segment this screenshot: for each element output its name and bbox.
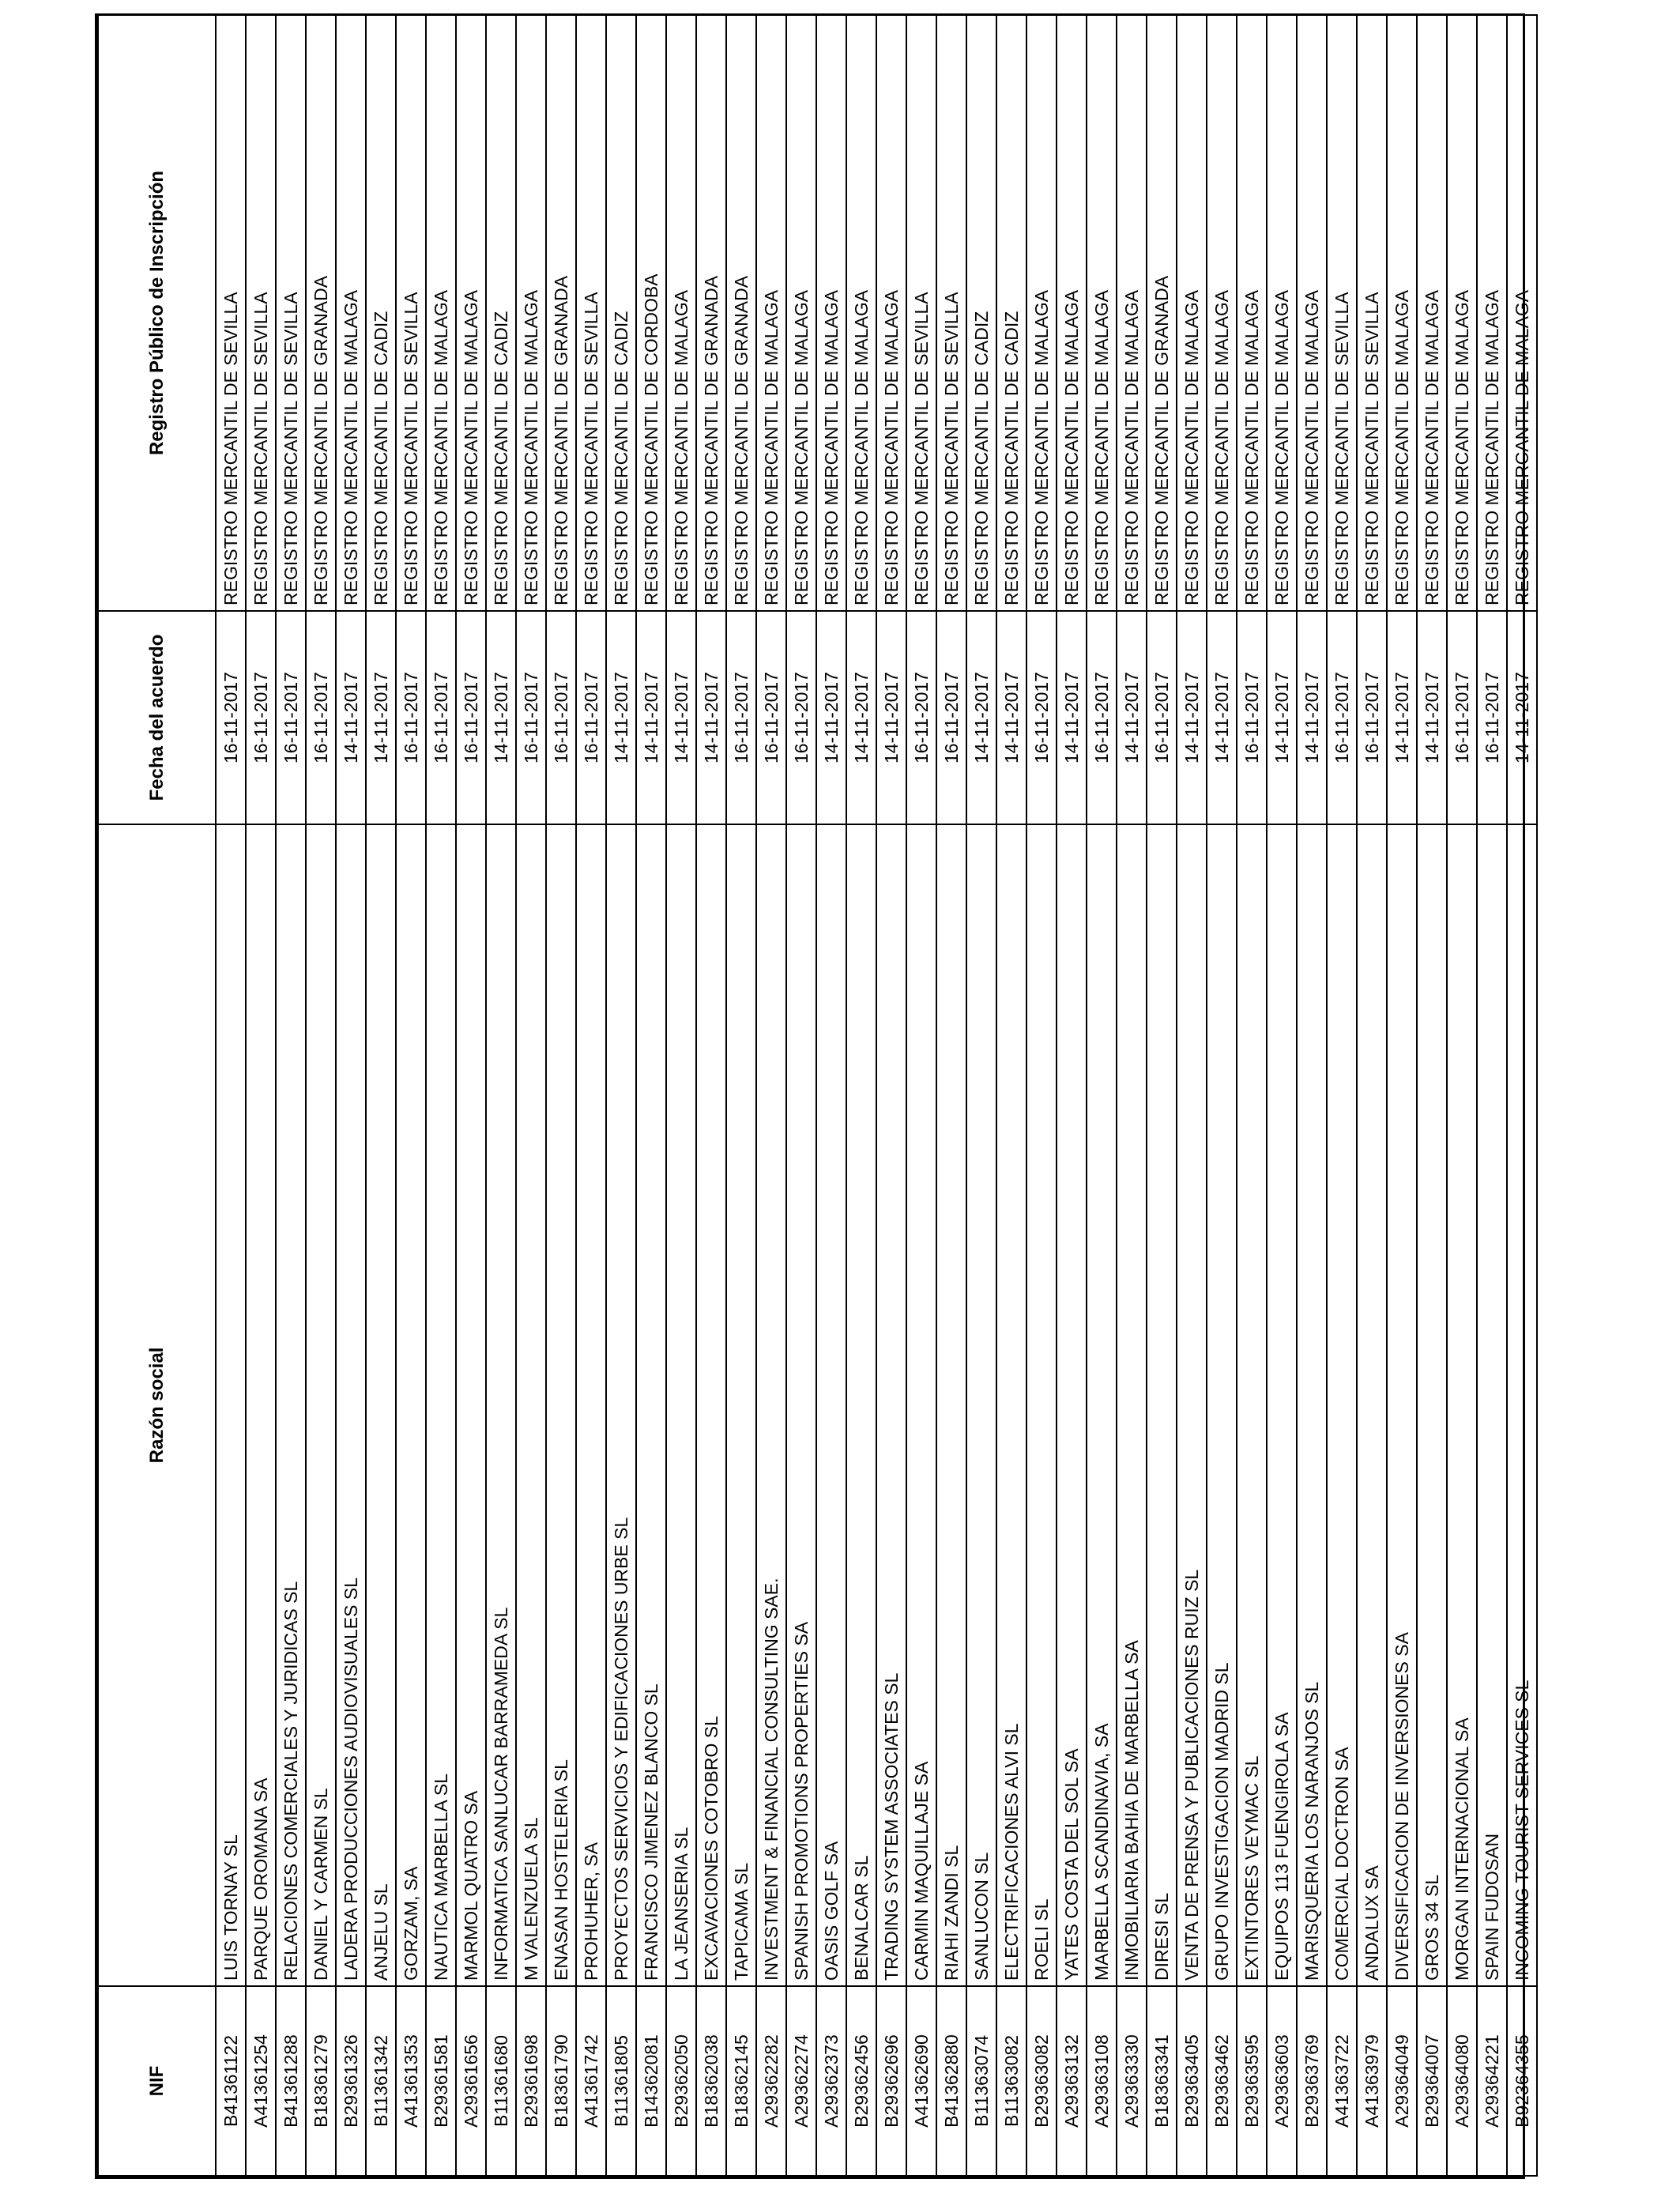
table-row: [1387, 15, 1417, 2176]
cell-razon-social: ANJELU SL: [366, 824, 396, 1986]
cell-fecha: 16-11-2017: [246, 611, 276, 824]
table-row: [1327, 15, 1357, 2176]
table-row: [1267, 15, 1297, 2176]
cell-fecha: 14-11-2017: [1297, 611, 1327, 824]
cell-nif: A41363722: [1327, 1986, 1357, 2176]
cell-razon-social: LADERA PRODUCCIONES AUDIOVISUALES SL: [336, 824, 366, 1986]
cell-registro: REGISTRO MERCANTIL DE GRANADA: [306, 15, 336, 611]
cell-razon-social: INCOMING TOURIST SERVICES SL: [1507, 824, 1537, 1986]
cell-razon-social: SANLUCON SL: [966, 824, 996, 1986]
cell-registro: REGISTRO MERCANTIL DE MALAGA: [786, 15, 816, 611]
cell-nif: A29364049: [1387, 1986, 1417, 2176]
cell-fecha: 16-11-2017: [546, 611, 576, 824]
cell-razon-social: SPANISH PROMOTIONS PROPERTIES SA: [786, 824, 816, 1986]
cell-nif: B41361288: [276, 1986, 306, 2176]
cell-registro: REGISTRO MERCANTIL DE MALAGA: [1417, 15, 1447, 611]
cell-registro: REGISTRO MERCANTIL DE MALAGA: [1117, 15, 1147, 611]
cell-nif: B29361698: [516, 1986, 546, 2176]
cell-fecha: 14-11-2017: [606, 611, 636, 824]
cell-razon-social: GORZAM, SA: [396, 824, 426, 1986]
cell-registro: REGISTRO MERCANTIL DE CADIZ: [486, 15, 516, 611]
cell-razon-social: FRANCISCO JIMENEZ BLANCO SL: [636, 824, 666, 1986]
cell-registro: REGISTRO MERCANTIL DE MALAGA: [1207, 15, 1237, 611]
table-row: [456, 15, 486, 2176]
cell-fecha: 16-11-2017: [426, 611, 456, 824]
cell-fecha: 16-11-2017: [1026, 611, 1057, 824]
cell-nif: B29364007: [1417, 1986, 1447, 2176]
cell-registro: REGISTRO MERCANTIL DE MALAGA: [1477, 15, 1507, 611]
cell-fecha: 14-11-2017: [1507, 611, 1537, 824]
cell-nif: A29363132: [1057, 1986, 1087, 2176]
cell-registro: REGISTRO MERCANTIL DE MALAGA: [756, 15, 786, 611]
cell-nif: B92364355: [1507, 1986, 1537, 2176]
cell-registro: REGISTRO MERCANTIL DE MALAGA: [516, 15, 546, 611]
cell-nif: B11361805: [606, 1986, 636, 2176]
cell-nif: B41361122: [216, 1986, 246, 2176]
table-body: [216, 15, 1537, 2176]
table-row: [1297, 15, 1327, 2176]
cell-nif: B18361279: [306, 1986, 336, 2176]
cell-razon-social: ENASAN HOSTELERIA SL: [546, 824, 576, 1986]
cell-fecha: 14-11-2017: [366, 611, 396, 824]
cell-razon-social: INFORMATICA SANLUCAR BARRAMEDA SL: [486, 824, 516, 1986]
cell-razon-social: RIAHI ZANDI SL: [936, 824, 966, 1986]
table-row: [846, 15, 876, 2176]
cell-nif: A29362274: [786, 1986, 816, 2176]
cell-fecha: 16-11-2017: [276, 611, 306, 824]
cell-nif: A41361254: [246, 1986, 276, 2176]
cell-registro: REGISTRO MERCANTIL DE SEVILLA: [216, 15, 246, 611]
cell-nif: A29362282: [756, 1986, 786, 2176]
cell-fecha: 16-11-2017: [726, 611, 756, 824]
cell-razon-social: MARBELLA SCANDINAVIA, SA: [1087, 824, 1117, 1986]
cell-razon-social: RELACIONES COMERCIALES Y JURIDICAS SL: [276, 824, 306, 1986]
table-row: [966, 15, 996, 2176]
cell-registro: REGISTRO MERCANTIL DE MALAGA: [876, 15, 906, 611]
cell-fecha: 16-11-2017: [576, 611, 606, 824]
cell-razon-social: ANDALUX SA: [1357, 824, 1387, 1986]
table-row: [1147, 15, 1177, 2176]
cell-razon-social: SPAIN FUDOSAN: [1477, 824, 1507, 1986]
cell-nif: A29364221: [1477, 1986, 1507, 2176]
cell-fecha: 16-11-2017: [1087, 611, 1117, 824]
cell-registro: REGISTRO MERCANTIL DE CADIZ: [366, 15, 396, 611]
cell-fecha: 16-11-2017: [1147, 611, 1177, 824]
table-row: [546, 15, 576, 2176]
cell-nif: B11363082: [996, 1986, 1026, 2176]
cell-registro: REGISTRO MERCANTIL DE MALAGA: [1507, 15, 1537, 611]
cell-razon-social: ELECTRIFICACIONES ALVI SL: [996, 824, 1026, 1986]
cell-registro: REGISTRO MERCANTIL DE MALAGA: [1267, 15, 1297, 611]
registry-table: [97, 14, 1538, 2177]
cell-razon-social: MORGAN INTERNACIONAL SA: [1447, 824, 1477, 1986]
cell-registro: REGISTRO MERCANTIL DE SEVILLA: [396, 15, 426, 611]
cell-nif: B29363405: [1177, 1986, 1207, 2176]
cell-fecha: 16-11-2017: [306, 611, 336, 824]
cell-registro: REGISTRO MERCANTIL DE MALAGA: [1087, 15, 1117, 611]
cell-registro: REGISTRO MERCANTIL DE SEVILLA: [936, 15, 966, 611]
table-row: [216, 15, 246, 2176]
table-row: [936, 15, 966, 2176]
cell-nif: B29361581: [426, 1986, 456, 2176]
cell-registro: REGISTRO MERCANTIL DE MALAGA: [1026, 15, 1057, 611]
cell-razon-social: PROHUHER, SA: [576, 824, 606, 1986]
cell-registro: REGISTRO MERCANTIL DE MALAGA: [1057, 15, 1087, 611]
cell-fecha: 16-11-2017: [456, 611, 486, 824]
cell-fecha: 14-11-2017: [1057, 611, 1087, 824]
cell-nif: A29363603: [1267, 1986, 1297, 2176]
table-row: [366, 15, 396, 2176]
cell-registro: REGISTRO MERCANTIL DE SEVILLA: [576, 15, 606, 611]
document-page: [95, 13, 1532, 2179]
cell-nif: B18362145: [726, 1986, 756, 2176]
table-row: [726, 15, 756, 2176]
cell-nif: A29362373: [816, 1986, 846, 2176]
cell-nif: B11361680: [486, 1986, 516, 2176]
table-row: [1357, 15, 1387, 2176]
cell-razon-social: GRUPO INVESTIGACION MADRID SL: [1207, 824, 1237, 1986]
cell-registro: REGISTRO MERCANTIL DE MALAGA: [456, 15, 486, 611]
cell-registro: REGISTRO MERCANTIL DE MALAGA: [666, 15, 696, 611]
cell-fecha: 14-11-2017: [666, 611, 696, 824]
header-fecha-acuerdo: Fecha del acuerdo: [98, 611, 216, 824]
cell-nif: B18363341: [1147, 1986, 1177, 2176]
cell-fecha: 16-11-2017: [1357, 611, 1387, 824]
cell-razon-social: EXCAVACIONES COTOBRO SL: [696, 824, 726, 1986]
cell-razon-social: INVESTMENT & FINANCIAL CONSULTING SAE.: [756, 824, 786, 1986]
cell-razon-social: M VALENZUELA SL: [516, 824, 546, 1986]
cell-razon-social: CARMIN MAQUILLAJE SA: [906, 824, 936, 1986]
table-row: [876, 15, 906, 2176]
table-row: [306, 15, 336, 2176]
cell-nif: B29363595: [1237, 1986, 1267, 2176]
cell-fecha: 16-11-2017: [906, 611, 936, 824]
cell-registro: REGISTRO MERCANTIL DE MALAGA: [336, 15, 366, 611]
header-razon-social: Razón social: [98, 824, 216, 1986]
cell-registro: REGISTRO MERCANTIL DE MALAGA: [846, 15, 876, 611]
cell-nif: A41361353: [396, 1986, 426, 2176]
cell-fecha: 14-11-2017: [336, 611, 366, 824]
cell-nif: A41362690: [906, 1986, 936, 2176]
cell-fecha: 14-11-2017: [1177, 611, 1207, 824]
table-row: [1507, 15, 1537, 2176]
cell-razon-social: DANIEL Y CARMEN SL: [306, 824, 336, 1986]
cell-razon-social: BENALCAR SL: [846, 824, 876, 1986]
cell-fecha: 14-11-2017: [846, 611, 876, 824]
header-registro: Registro Público de Inscripción: [98, 15, 216, 611]
cell-nif: A29361656: [456, 1986, 486, 2176]
cell-fecha: 14-11-2017: [486, 611, 516, 824]
cell-razon-social: LA JEANSERIA SL: [666, 824, 696, 1986]
cell-razon-social: PROYECTOS SERVICIOS Y EDIFICACIONES URBE SL: [606, 824, 636, 1986]
cell-razon-social: LUIS TORNAY SL: [216, 824, 246, 1986]
header-nif: NIF: [98, 1986, 216, 2176]
cell-nif: B18362038: [696, 1986, 726, 2176]
cell-registro: REGISTRO MERCANTIL DE CADIZ: [966, 15, 996, 611]
cell-registro: REGISTRO MERCANTIL DE GRANADA: [546, 15, 576, 611]
cell-registro: REGISTRO MERCANTIL DE GRANADA: [696, 15, 726, 611]
cell-fecha: 16-11-2017: [1477, 611, 1507, 824]
table-row: [486, 15, 516, 2176]
cell-fecha: 14-11-2017: [876, 611, 906, 824]
table-header-row: [98, 15, 216, 2176]
cell-fecha: 16-11-2017: [396, 611, 426, 824]
table-row: [1177, 15, 1207, 2176]
table-row: [576, 15, 606, 2176]
cell-registro: REGISTRO MERCANTIL DE MALAGA: [816, 15, 846, 611]
cell-registro: REGISTRO MERCANTIL DE SEVILLA: [276, 15, 306, 611]
cell-registro: REGISTRO MERCANTIL DE MALAGA: [426, 15, 456, 611]
cell-nif: A29364080: [1447, 1986, 1477, 2176]
cell-nif: B29361326: [336, 1986, 366, 2176]
cell-fecha: 16-11-2017: [1237, 611, 1267, 824]
cell-razon-social: OASIS GOLF SA: [816, 824, 846, 1986]
cell-razon-social: DIRESI SL: [1147, 824, 1177, 1986]
cell-registro: REGISTRO MERCANTIL DE SEVILLA: [246, 15, 276, 611]
cell-nif: A29363108: [1087, 1986, 1117, 2176]
table-row: [246, 15, 276, 2176]
cell-razon-social: TRADING SYSTEM ASSOCIATES SL: [876, 824, 906, 1986]
cell-fecha: 16-11-2017: [1447, 611, 1477, 824]
cell-razon-social: DIVERSIFICACION DE INVERSIONES SA: [1387, 824, 1417, 1986]
cell-registro: REGISTRO MERCANTIL DE CORDOBA: [636, 15, 666, 611]
table-row: [606, 15, 636, 2176]
cell-fecha: 14-11-2017: [1117, 611, 1147, 824]
cell-registro: REGISTRO MERCANTIL DE CADIZ: [996, 15, 1026, 611]
table-row: [1026, 15, 1057, 2176]
cell-nif: A29363330: [1117, 1986, 1147, 2176]
cell-fecha: 14-11-2017: [816, 611, 846, 824]
table-row: [696, 15, 726, 2176]
table-row: [756, 15, 786, 2176]
cell-nif: A41361742: [576, 1986, 606, 2176]
cell-razon-social: NAUTICA MARBELLA SL: [426, 824, 456, 1986]
table-row: [1417, 15, 1447, 2176]
cell-fecha: 16-11-2017: [516, 611, 546, 824]
cell-fecha: 14-11-2017: [1267, 611, 1297, 824]
cell-nif: B29363462: [1207, 1986, 1237, 2176]
cell-fecha: 14-11-2017: [966, 611, 996, 824]
cell-nif: B18361790: [546, 1986, 576, 2176]
cell-fecha: 14-11-2017: [1207, 611, 1237, 824]
cell-razon-social: COMERCIAL DOCTRON SA: [1327, 824, 1357, 1986]
cell-registro: REGISTRO MERCANTIL DE MALAGA: [1177, 15, 1207, 611]
cell-nif: B11363074: [966, 1986, 996, 2176]
cell-registro: REGISTRO MERCANTIL DE MALAGA: [1387, 15, 1417, 611]
cell-registro: REGISTRO MERCANTIL DE SEVILLA: [1327, 15, 1357, 611]
table-row: [996, 15, 1026, 2176]
cell-registro: REGISTRO MERCANTIL DE GRANADA: [726, 15, 756, 611]
table-row: [276, 15, 306, 2176]
cell-registro: REGISTRO MERCANTIL DE MALAGA: [1297, 15, 1327, 611]
cell-razon-social: EQUIPOS 113 FUENGIROLA SA: [1267, 824, 1297, 1986]
cell-razon-social: YATES COSTA DEL SOL SA: [1057, 824, 1087, 1986]
cell-fecha: 14-11-2017: [696, 611, 726, 824]
table-row: [1447, 15, 1477, 2176]
cell-fecha: 14-11-2017: [1387, 611, 1417, 824]
cell-razon-social: MARISQUERIA LOS NARANJOS SL: [1297, 824, 1327, 1986]
table-row: [396, 15, 426, 2176]
table-row: [786, 15, 816, 2176]
cell-razon-social: MARMOL QUATRO SA: [456, 824, 486, 1986]
table-row: [1237, 15, 1267, 2176]
rotated-table-container: [97, 16, 1532, 2177]
table-row: [1477, 15, 1507, 2176]
cell-razon-social: GROS 34 SL: [1417, 824, 1447, 1986]
cell-fecha: 16-11-2017: [936, 611, 966, 824]
cell-registro: REGISTRO MERCANTIL DE CADIZ: [606, 15, 636, 611]
cell-fecha: 14-11-2017: [1417, 611, 1447, 824]
cell-nif: B41362880: [936, 1986, 966, 2176]
cell-nif: B29362456: [846, 1986, 876, 2176]
cell-razon-social: EXTINTORES VEYMAC SL: [1237, 824, 1267, 1986]
table-row: [906, 15, 936, 2176]
cell-nif: B14362081: [636, 1986, 666, 2176]
cell-razon-social: TAPICAMA SL: [726, 824, 756, 1986]
cell-fecha: 14-11-2017: [996, 611, 1026, 824]
cell-nif: B11361342: [366, 1986, 396, 2176]
cell-nif: B29363769: [1297, 1986, 1327, 2176]
cell-registro: REGISTRO MERCANTIL DE GRANADA: [1147, 15, 1177, 611]
table-row: [816, 15, 846, 2176]
cell-razon-social: VENTA DE PRENSA Y PUBLICACIONES RUIZ SL: [1177, 824, 1207, 1986]
cell-registro: REGISTRO MERCANTIL DE SEVILLA: [1357, 15, 1387, 611]
table-row: [426, 15, 456, 2176]
cell-fecha: 16-11-2017: [786, 611, 816, 824]
table-row: [1117, 15, 1147, 2176]
cell-fecha: 16-11-2017: [216, 611, 246, 824]
table-row: [516, 15, 546, 2176]
table-row: [1087, 15, 1117, 2176]
cell-nif: A41363979: [1357, 1986, 1387, 2176]
cell-razon-social: PARQUE OROMANA SA: [246, 824, 276, 1986]
table-row: [1057, 15, 1087, 2176]
cell-razon-social: INMOBILIARIA BAHIA DE MARBELLA SA: [1117, 824, 1147, 1986]
cell-fecha: 16-11-2017: [756, 611, 786, 824]
cell-fecha: 14-11-2017: [636, 611, 666, 824]
table-row: [336, 15, 366, 2176]
cell-razon-social: ROELI SL: [1026, 824, 1057, 1986]
table-row: [666, 15, 696, 2176]
cell-nif: B29362050: [666, 1986, 696, 2176]
cell-registro: REGISTRO MERCANTIL DE MALAGA: [1237, 15, 1267, 611]
cell-nif: B29363082: [1026, 1986, 1057, 2176]
table-row: [636, 15, 666, 2176]
cell-registro: REGISTRO MERCANTIL DE MALAGA: [1447, 15, 1477, 611]
cell-registro: REGISTRO MERCANTIL DE SEVILLA: [906, 15, 936, 611]
cell-fecha: 16-11-2017: [1327, 611, 1357, 824]
table-row: [1207, 15, 1237, 2176]
cell-nif: B29362696: [876, 1986, 906, 2176]
